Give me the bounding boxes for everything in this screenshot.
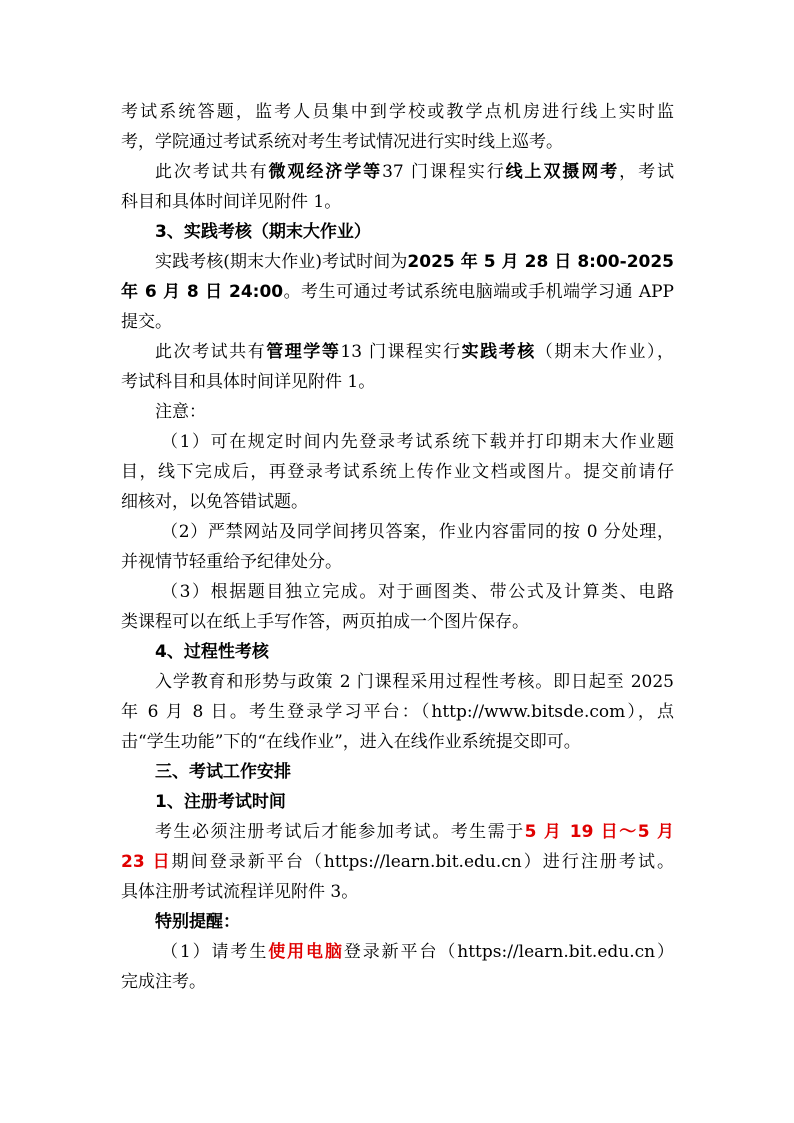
paragraph-line: 提交。	[121, 312, 172, 332]
paragraph-line: 并视情节轻重给予纪律处分。	[121, 552, 342, 572]
note-label: 注意：	[155, 402, 206, 422]
paragraph-line: 击“学生功能”下的“在线作业”，进入在线作业系统提交即可。	[121, 732, 581, 752]
chapter-heading: 三、考试工作安排	[155, 762, 291, 782]
paragraph-line: 细核对，以免答错试题。	[121, 492, 308, 512]
paragraph-line: 完成注考。	[121, 972, 206, 992]
paragraph-line: （1）可在规定时间内先登录考试系统下载并打印期末大作业题	[161, 432, 674, 452]
paragraph-line: 考，学院通过考试系统对考生考试情况进行实时线上巡考。	[121, 132, 563, 152]
paragraph-line: 此次考试共有微观经济学等37 门课程实行线上双摄网考，考试	[155, 162, 675, 182]
paragraph-line: 目，线下完成后，再登录考试系统上传作业文档或图片。提交前请仔	[121, 462, 674, 482]
paragraph-line: （3）根据题目独立完成。对于画图类、带公式及计算类、电路	[161, 582, 674, 602]
document-page	[121, 97, 674, 997]
paragraph-line: 入学教育和形势与政策 2 门课程采用过程性考核。即日起至 2025	[155, 672, 674, 692]
paragraph-line: （1）请考生使用电脑登录新平台（https://learn.bit.edu.cn）	[161, 942, 674, 962]
section-heading: 4、过程性考核	[155, 642, 269, 662]
paragraph-line: 23 日期间登录新平台（https://learn.bit.edu.cn）进行注册考试。	[121, 852, 674, 872]
paragraph-line: 此次考试共有管理学等13 门课程实行实践考核（期末大作业），	[155, 342, 675, 362]
paragraph-line: （2）严禁网站及同学间拷贝答案，作业内容雷同的按 0 分处理，	[161, 522, 674, 542]
paragraph-line: 考试科目和具体时间详见附件 1。	[121, 372, 376, 392]
paragraph-line: 考试系统答题，监考人员集中到学校或教学点机房进行线上实时监	[121, 102, 674, 122]
paragraph-line: 实践考核(期末大作业)考试时间为2025 年 5 月 28 日 8:00-2025	[155, 252, 675, 272]
special-reminder-label: 特别提醒：	[155, 912, 240, 932]
section-heading: 1、注册考试时间	[155, 792, 286, 812]
paragraph-line: 年 6 月 8 日 24:00。考生可通过考试系统电脑端或手机端学习通 APP	[121, 282, 674, 302]
paragraph-line: 具体注册考试流程详见附件 3。	[121, 882, 359, 902]
paragraph-line: 类课程可以在纸上手写作答，两页拍成一个图片保存。	[121, 612, 529, 632]
paragraph-line: 考生必须注册考试后才能参加考试。考生需于5 月 19 日～5 月	[155, 822, 674, 842]
section-heading: 3、实践考核（期末大作业）	[155, 222, 371, 242]
paragraph-line: 科目和具体时间详见附件 1。	[121, 192, 342, 212]
paragraph-line: 年 6 月 8 日。考生登录学习平台：（http://www.bitsde.com），点	[121, 702, 674, 722]
